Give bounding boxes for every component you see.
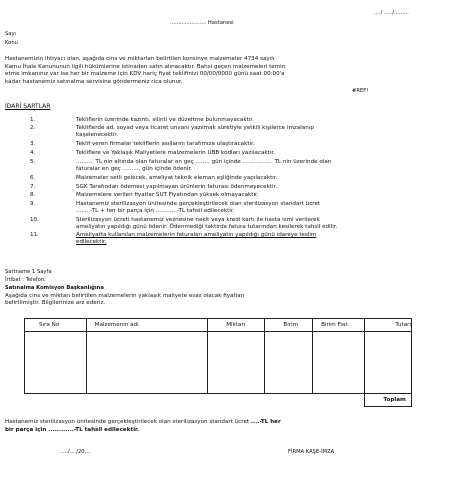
table-row	[25, 332, 412, 394]
intro-paragraph	[5, 56, 285, 86]
table-cell[interactable]	[313, 332, 365, 394]
table-cell[interactable]	[208, 332, 265, 394]
condition-text: Hastanemiz sterilizasyon ünitesinde gerçekleştirilecek olan sterilizasyon standart ücret	[76, 201, 321, 207]
condition-text: SGK Tarafından ödemesi yapılmayan ürünlerin faturası ödenmeyecektir.	[76, 184, 278, 190]
footer-note-text: Hastanemiz sterilizasyon ünitesinde gerçekleştirilecek olan sterilizasyon standart ücret	[5, 419, 251, 425]
table-cell[interactable]	[25, 332, 87, 394]
condition-number: 4.	[30, 150, 36, 156]
table-cell[interactable]	[86, 332, 208, 394]
header-birim-fiat: Birim Fiat	[313, 319, 365, 332]
hospital-name-line: ...................... Hastanesi	[170, 20, 234, 26]
condition-number: 1.	[30, 117, 36, 123]
authority-line: Satınalma Komisyon Başkanlığına	[5, 285, 104, 291]
request-line: Aşağıda cins ve miktarı belirtilen malzemelerin yaklaşık maliyete esas olacak fiyatları	[5, 293, 245, 299]
footer-note-text: bir parça için	[5, 426, 49, 433]
table-cell[interactable]	[265, 332, 313, 394]
footer-note-fee: ............-TL tahsil edilecektir.	[48, 426, 140, 433]
condition-text: Teklif veren firmalar tekliflerin asıllarını tarafımıza ulaştıracaktır.	[76, 141, 255, 147]
header-malzeme: Malzemenin adı	[86, 319, 208, 332]
ref-tag: #REF!	[352, 88, 369, 94]
table-cell[interactable]	[365, 332, 412, 394]
intro-line: Hastanemizin ihtiyacı olan, aşağıda cins ve miktarları belirtilen konsinye malzemeler 4734 sayılı	[5, 56, 275, 62]
condition-number: 5.	[30, 159, 36, 165]
header-tutar: Tutarı	[365, 319, 412, 332]
date-line: ..../ ...../.........	[374, 10, 409, 16]
condition-text: kaşelenecektir.	[76, 131, 118, 138]
konu-label: Konu	[5, 40, 18, 46]
condition-number: 3.	[30, 141, 36, 147]
condition-text: faturalar en geç .......... gün içinde ödenir.	[76, 165, 193, 172]
condition-text: ........-TL + her bir parça için ............-TL tahsil edilecektir.	[76, 207, 235, 214]
condition-text: .......... TL nin altında olan faturalar en geç ........ gün içinde ................. TL nin üzerinde olan	[76, 159, 332, 165]
condition-text: Ameliyatta kullanılan malzemelerin faturaları ameliyatın yapıldığı günü idareye teslim	[76, 232, 317, 238]
condition-text: Malzemeler setli gelecek, ameliyat teknik eleman eşliğinde yapılacaktır.	[76, 175, 278, 181]
condition-text: Malzemelere verilen fiyatlar SUT Fiyatından yüksek olmayacaktır.	[76, 192, 259, 198]
condition-number: 11.	[30, 232, 39, 238]
intro-line: etme imkanınız var ise her bir malzeme için KDV hariç fiyat teklifinizi 00/00/0000 günü saat 00:00'a	[5, 71, 285, 78]
condition-text: Tekliflere ve Yaklaşık Maliyetlere malzemelerin UBB kodları yazılacaktır.	[76, 150, 275, 156]
header-birim: Birim	[265, 319, 313, 332]
request-line: belirtilmiştir. Bilgilerinize arz ederiz.	[5, 300, 106, 306]
condition-text: Tekliflerin üzerinde kazıntı, silinti ve düzeltme bulunmayacaktır.	[76, 117, 254, 123]
table-total-row	[25, 394, 412, 407]
intro-line: kadar hastanemiz satınalma servisine göndermeniz rica olunur.	[5, 78, 183, 85]
total-label: Toplam	[365, 394, 412, 407]
sayi-label: Sayı	[5, 31, 16, 37]
sartname-line: Şartname 1 Sayfa	[5, 269, 52, 275]
condition-number: 2.	[30, 125, 36, 131]
condition-number: 6.	[30, 175, 36, 181]
condition-text: Sterilizasyon ücreti hastanemiz veznesine nakit veya kredi kartı ile hasta ismi verilerek	[76, 217, 320, 223]
total-spacer	[25, 394, 365, 407]
condition-text: ameliyatın yapıldığı günü ödenir. Ödenmediği taktirde fatura tutarından kesilerek tahsil edilir.	[76, 223, 338, 230]
condition-number: 7.	[30, 184, 36, 190]
intro-line: Kamu İhale Kanununun ilgili hükümlerine istinaden satın alınacaktır. Bahsi geçen malzemeleri temin	[5, 63, 286, 70]
footer-date: . ..../..../20....	[58, 449, 92, 455]
irtibat-line: İrtibat : Telefon:	[5, 277, 46, 283]
header-miktar: Miktarı	[208, 319, 265, 332]
condition-number: 10.	[30, 217, 39, 223]
table-header-row	[25, 319, 412, 332]
footer-note	[5, 419, 281, 434]
condition-text: Tekliflerde ad, soyad veya ticaret unvanı yazılmak sûretiyle yetkili kişilerce imzalanıp	[76, 125, 314, 131]
footer-note-fee: ....-TL her	[250, 419, 281, 425]
conditions-title: İDARİ ŞARTLAR	[5, 103, 51, 110]
request-paragraph	[5, 293, 245, 307]
condition-number: 9.	[30, 201, 36, 207]
header-sira: Sıra No	[25, 319, 87, 332]
signature-label: FİRMA KAŞE-İMZA	[288, 449, 335, 455]
condition-text: edilecektir.	[76, 238, 107, 245]
price-table	[24, 318, 412, 407]
condition-number: 8.	[30, 192, 36, 198]
